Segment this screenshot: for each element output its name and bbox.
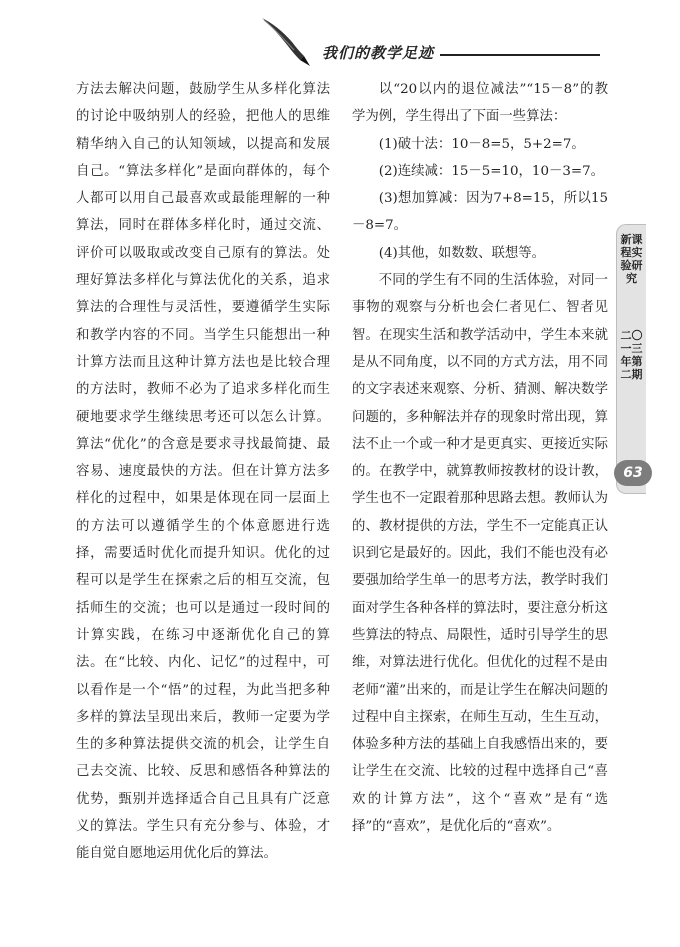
example-intro: 以“20以内的退位减法”“15－8”的教学为例，学生得出了下面一些算法： [352, 82, 608, 125]
side-tab [616, 224, 646, 494]
pen-icon [258, 16, 322, 68]
running-header [0, 0, 680, 80]
journal-name: 新课程实验研究 [620, 233, 643, 285]
right-paragraph: 不同的学生有不同的生活体验，对同一事物的观察与分析也会仁者见仁、智者见智。在现实生活和教学活动中，学生本来就是从不同角度，以不同的方式方法，用不同的文字表述来观察、分析、猜测、解决数学问题的，多种解法并存的现象时常出现，算法不止一个或一种才是更真实、更接近实际的。在教学中，就算教师按教材的设计教，学生也不一定跟着那种思路去想。教师认为的、教材提供的方法，学生不一定能真正认识到它是最好的。因此，我们不能也没有必要强加给学生单一的思考方法，教学时我们面对学生各种各样的算法时，要注意分析这些算法的特点、局限性，适时引导学生的思维，对算法进行优化。但优化的过程不是由老师“灌”出来的，而是让学生在解决问题的过程中自主探索，在师生互动，生生互动，体验多种方法的基础上自我感悟出来的，要让学生在交流、比较的过程中选择自己“喜欢的计算方法”，这个“喜欢”是有“选择”的“喜欢”，是优化后的“喜欢”。 [352, 273, 608, 835]
method-item: (1)破十法：10－8=5，5+2=7。 [378, 136, 585, 152]
method-item: (4)其他，如数数、联想等。 [378, 245, 546, 261]
header-rule [440, 54, 600, 56]
right-column [352, 76, 608, 840]
left-column [76, 76, 330, 868]
header-title: 我们的教学足迹 [322, 44, 435, 62]
page-number: 63 [614, 460, 652, 486]
method-item: (3)想加算减：因为7+8=15，所以15－8=7。 [352, 191, 608, 234]
method-item: (2)连续减：15－5=10，10－3=7。 [378, 163, 605, 179]
left-paragraph: 方法去解决问题，鼓励学生从多样化算法的讨论中吸纳别人的经验，把他人的思维精华纳入自己的认知领域，以提高和发展自己。“算法多样化”是面向群体的，每个人都可以用自己最喜欢或最能理解的一种算法，同时在群体多样化时，通过交流、评价可以吸取或改变自己原有的算法。处理好算法多样化与算法优化的关系，追求算法的合理性与灵活性，要遵循学生实际和教学内容的不同。当学生只能想出一种计算方法而且这种计算方法也是比较合理的方法时，教师不必为了追求多样化而生硬地要求学生继续思考还可以怎么计算。算法“优化”的含意是要求寻找最简捷、最容易、速度最快的方法。但在计算方法多样化的过程中，如果是体现在同一层面上的方法可以遵循学生的个体意愿进行选择，需要适时优化而提升知识。优化的过程可以是学生在探索之后的相互交流，包括师生的交流；也可以是通过一段时间的计算实践，在练习中逐渐优化自己的算法。在“比较、内化、记忆”的过程中，可以看作是一个“悟”的过程，为此当把多种多样的算法呈现出来后，教师一定要为学生的多种算法提供交流的机会，让学生自己去交流、比较、反思和感悟各种算法的优势，甄别并选择适合自己且具有广泛意义的算法。学生只有充分参与、体验，才能自觉自愿地运用优化后的算法。 [76, 82, 330, 862]
issue-label: 二〇一三年第二期 [620, 329, 643, 381]
